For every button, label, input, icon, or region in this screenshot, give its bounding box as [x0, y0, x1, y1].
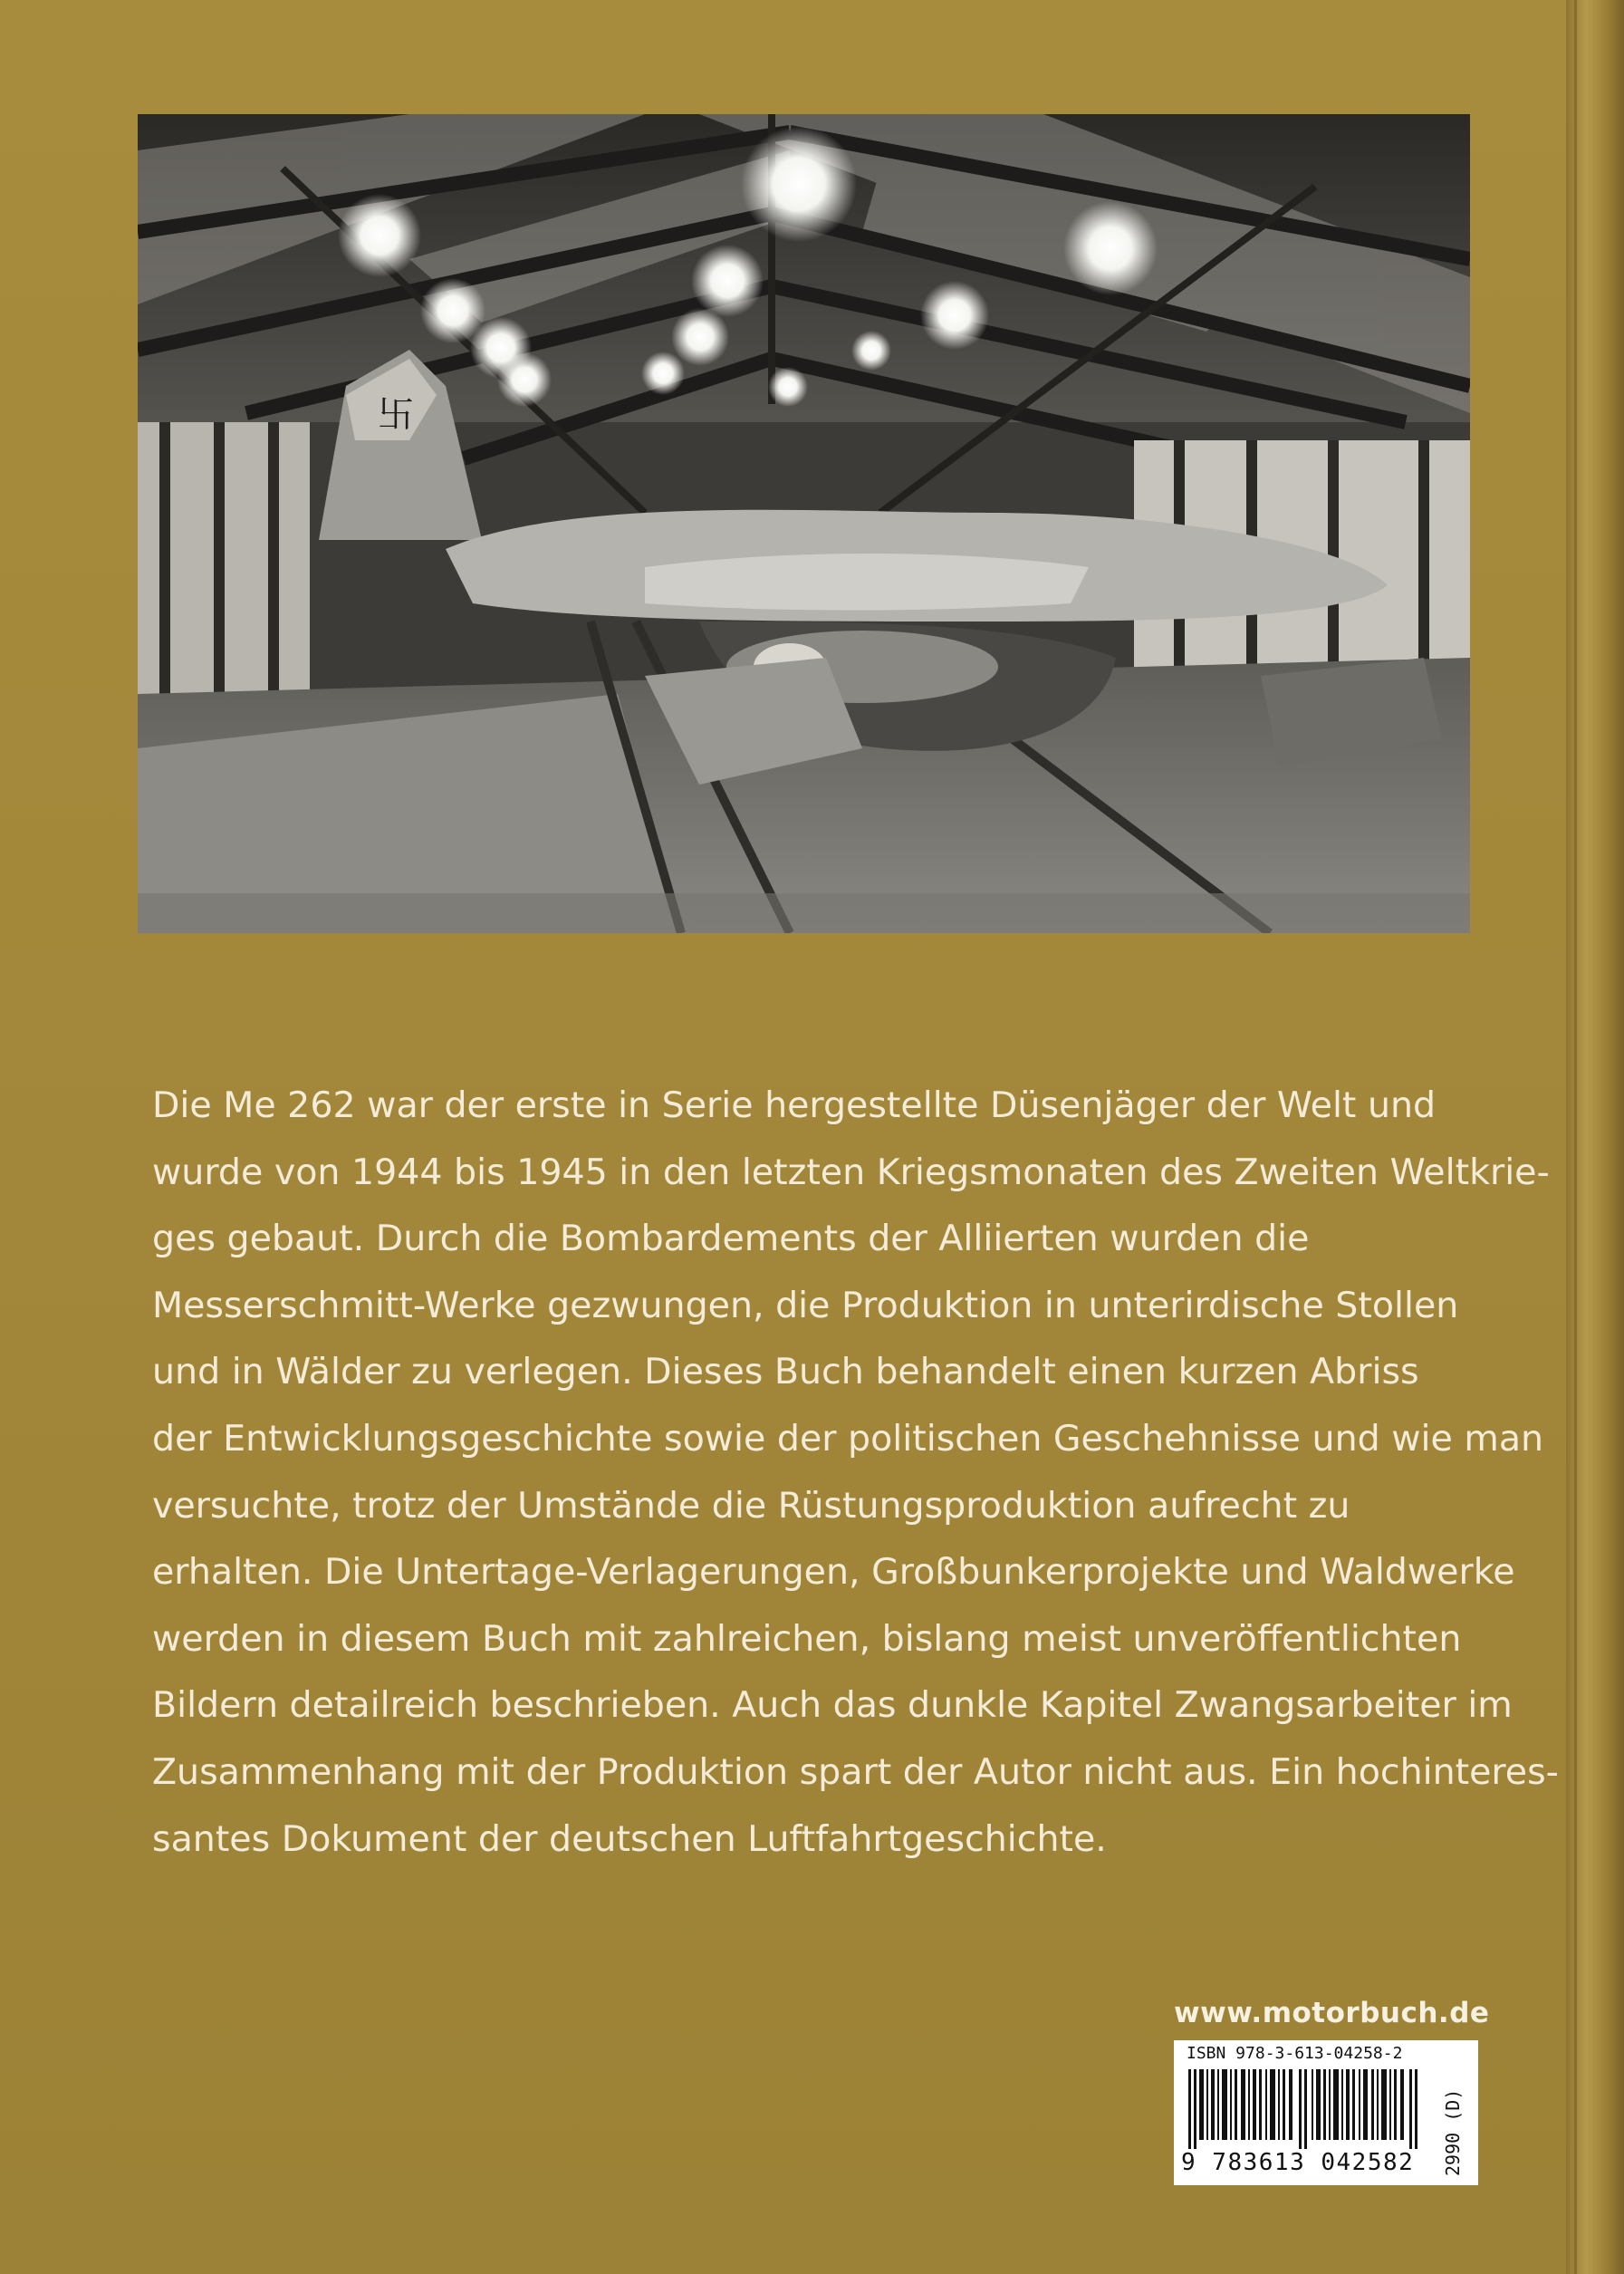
blurb-line: Zusammenhang mit der Produktion spart der Autor nicht aus. Ein hochinteres- — [152, 1750, 1559, 1793]
svg-text:卐: 卐 — [378, 394, 414, 436]
blurb-line: ges gebaut. Durch die Bombardements der Alliierten wurden die — [152, 1218, 1310, 1260]
blurb-line: Die Me 262 war der erste in Serie hergestellte Düsenjäger der Welt und — [152, 1084, 1437, 1126]
blurb-text — [152, 1073, 1559, 1873]
spine-fold-line — [1574, 0, 1577, 2274]
blurb-line: erhalten. Die Untertage-Verlagerungen, Großbunkerprojekte und Waldwerke — [152, 1551, 1515, 1594]
blurb-line: versuchte, trotz der Umstände die Rüstungsproduktion aufrecht zu — [152, 1484, 1350, 1527]
blurb-line: Bildern detailreich beschrieben. Auch das dunkle Kapitel Zwangsarbeiter im — [152, 1684, 1513, 1727]
blurb-line: santes Dokument der deutschen Luftfahrtgeschichte. — [152, 1817, 1107, 1860]
publisher-url[interactable]: www.motorbuch.de — [1174, 1997, 1490, 2029]
blurb-line: der Entwicklungsgeschichte sowie der politischen Geschehnisse und wie man — [152, 1417, 1544, 1460]
blurb-line: Messerschmitt-Werke gezwungen, die Produktion in unterirdische Stollen — [152, 1284, 1459, 1326]
barcode-label — [1174, 2040, 1478, 2185]
blurb-line: und in Wälder zu verlegen. Dieses Buch behandelt einen kurzen Abriss — [152, 1351, 1419, 1393]
blurb-line: werden in diesem Buch mit zahlreichen, bislang meist unveröffentlichten — [152, 1617, 1462, 1660]
cover-photo-hangar — [138, 114, 1470, 933]
barcode-bars — [1187, 2069, 1424, 2149]
price-label: 2990 (D) — [1442, 2088, 1464, 2176]
blurb-line: wurde von 1944 bis 1945 in den letzten Kriegsmonaten des Zweiten Weltkrie- — [152, 1151, 1550, 1193]
isbn-text: ISBN 978-3-613-04258-2 — [1187, 2044, 1403, 2063]
ean-digits: 9 783613 042582 — [1181, 2149, 1415, 2176]
